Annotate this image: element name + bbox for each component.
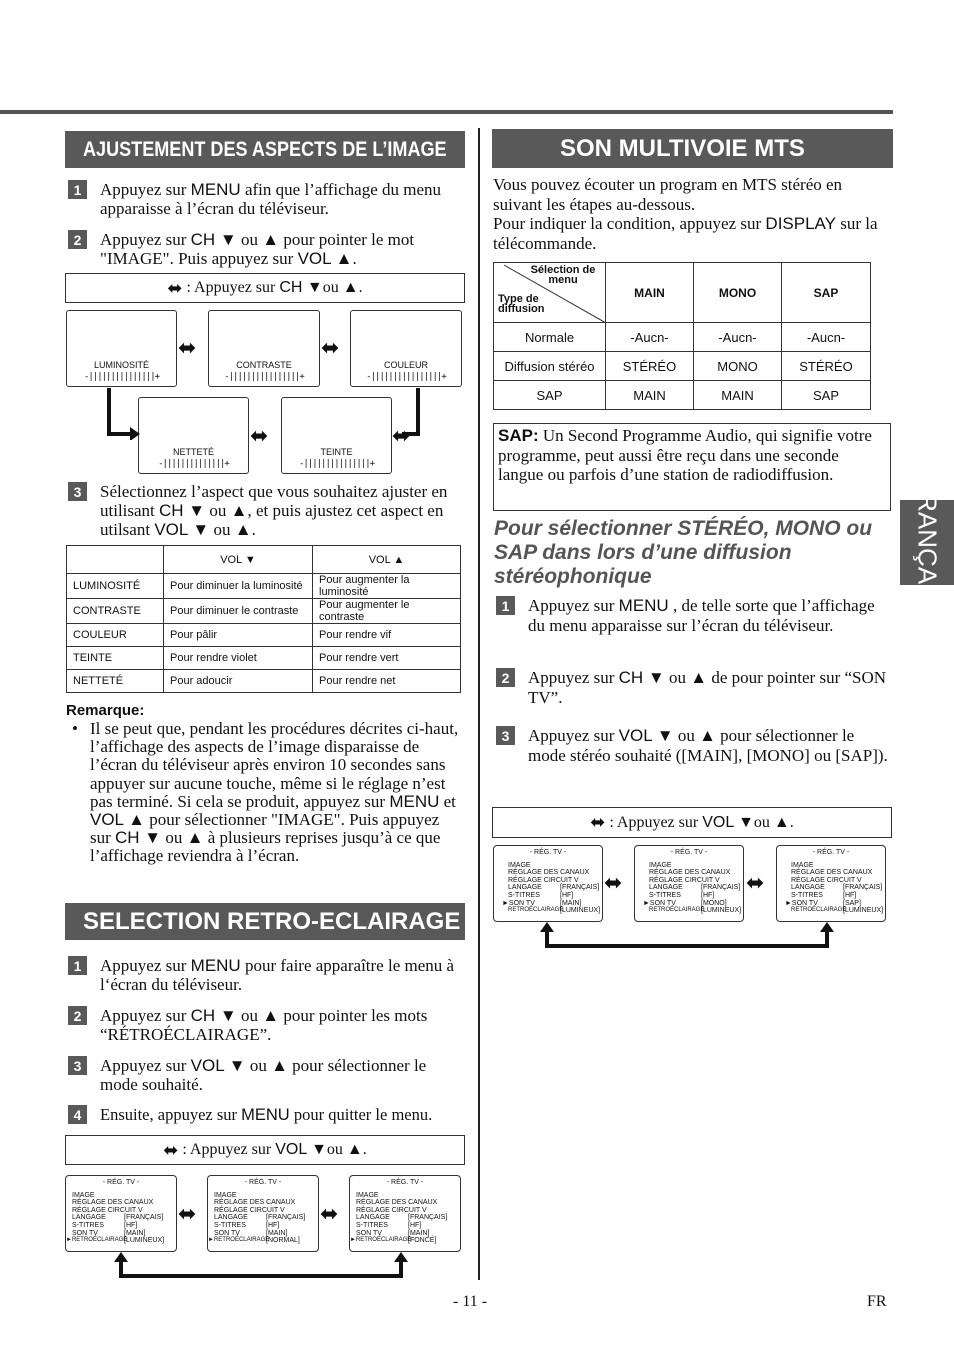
top-rule bbox=[0, 110, 893, 114]
double-arrow-icon: ⬌ bbox=[746, 871, 765, 896]
step-text: Appuyez sur MENU afin que l’affichage du menu apparaisse à l’écran du téléviseur. bbox=[100, 180, 442, 218]
step-number: 3 bbox=[496, 726, 515, 745]
double-arrow-icon: ⬌ bbox=[321, 336, 340, 361]
section-title-text: AJUSTEMENT DES ASPECTS DE L’IMAGE bbox=[83, 137, 447, 161]
nav-hint-box: ⬌ : Appuyez sur VOL ▼ ou ▲. bbox=[492, 807, 892, 838]
table-row: TEINTE Pour rendre violet Pour rendre vert bbox=[67, 647, 461, 670]
step-2 bbox=[496, 668, 891, 708]
section-title-text: SELECTION RETRO-ECLAIRAGE bbox=[83, 907, 461, 935]
menu-screen-normal: - RÉG. TV - IMAGE RÉGLAGE DES CANAUX RÉGLAGE CIRCUIT V LANGAGE [FRANÇAIS] S-TITRES [HF] SON TV [MAIN] ►RETROÉCLAIRAGE [NORMAL] bbox=[207, 1175, 319, 1252]
step-1 bbox=[68, 956, 463, 994]
screen-nettete: NETTETÉ -||||||||||||||+ bbox=[138, 397, 249, 474]
step-4 bbox=[68, 1105, 468, 1125]
nav-hint-box: ⬌ : Appuyez sur CH ▼ ou ▲. bbox=[65, 273, 465, 303]
column-divider bbox=[478, 128, 480, 1280]
return-arrow-icon bbox=[104, 388, 144, 440]
double-arrow-icon: ⬌ bbox=[178, 336, 197, 361]
menu-screen-lumineux: - RÉG. TV - IMAGE RÉGLAGE DES CANAUX RÉGLAGE CIRCUIT V LANGAGE [FRANÇAIS] S-TITRES [HF] SON TV [MAIN] ►RETROÉCLAIRAGE [LUMINEUX] bbox=[65, 1175, 177, 1252]
menu-screen-main: - RÉG. TV - IMAGE RÉGLAGE DES CANAUX RÉGLAGE CIRCUIT V LANGAGE [FRANÇAIS] S-TITRES [HF] ►SON TV [MAIN] RETROÉCLAIRAGE [LUMINEUX] bbox=[493, 845, 603, 922]
loop-arrow-icon bbox=[538, 922, 836, 952]
step-3 bbox=[496, 726, 891, 766]
table-header-row: Sélection de menu Type de diffusion MAIN MONO SAP bbox=[494, 263, 871, 323]
table-corner-cell: Sélection de menu Type de diffusion bbox=[494, 263, 606, 323]
double-arrow-icon: ⬌ bbox=[178, 1202, 197, 1227]
menu-screen-fonce: - RÉG. TV - IMAGE RÉGLAGE DES CANAUX RÉGLAGE CIRCUIT V LANGAGE [FRANÇAIS] S-TITRES [HF] SON TV [MAIN] ►RETROÉCLAIRAGE [FONCÉ] bbox=[349, 1175, 461, 1252]
language-tab: FRANÇAIS bbox=[900, 500, 954, 585]
step-text: Ensuite, appuyez sur MENU pour quitter le menu. bbox=[100, 1105, 433, 1124]
menu-screen-mono: - RÉG. TV - IMAGE RÉGLAGE DES CANAUX RÉGLAGE CIRCUIT V LANGAGE [FRANÇAIS] S-TITRES [HF] ►SON TV [MONO] RETROÉCLAIRAGE [LUMINEUX] bbox=[634, 845, 744, 922]
section-title-backlight bbox=[65, 903, 465, 940]
section-title-text: SON MULTIVOIE MTS bbox=[560, 134, 805, 162]
step-1 bbox=[496, 596, 891, 636]
table-row: CONTRASTE Pour diminuer le contraste Pour augmenter le contraste bbox=[67, 599, 461, 624]
step-number: 4 bbox=[68, 1105, 87, 1124]
step-text: Appuyez sur CH ▼ ou ▲ de pour pointer sur “SON TV”. bbox=[528, 668, 887, 707]
table-row: LUMINOSITÉ Pour diminuer la luminosité Pour augmenter la luminosité bbox=[67, 574, 461, 599]
left-right-arrow-icon: ⬌ bbox=[163, 1139, 179, 1161]
step-number: 2 bbox=[68, 230, 87, 249]
step-number: 1 bbox=[68, 180, 87, 199]
double-arrow-icon: ⬌ bbox=[604, 871, 623, 896]
left-right-arrow-icon: ⬌ bbox=[167, 277, 183, 299]
image-adjust-table bbox=[66, 545, 461, 693]
table-row: SAP MAIN MAIN SAP bbox=[494, 381, 871, 410]
table-row: NETTETÉ Pour adoucir Pour rendre net bbox=[67, 670, 461, 693]
step-text: Appuyez sur VOL ▼ ou ▲ pour sélectionner le mode stéréo souhaité ([MAIN], [MONO] ou [SAP]). bbox=[528, 726, 888, 765]
step-text: Appuyez sur CH ▼ ou ▲ pour pointer les mots “RÉTROÉCLAIRAGE”. bbox=[100, 1006, 428, 1044]
step-number: 1 bbox=[496, 596, 515, 615]
remark-title: Remarque: bbox=[66, 702, 145, 719]
mts-table bbox=[493, 262, 871, 410]
step-1 bbox=[68, 180, 463, 218]
left-right-arrow-icon: ⬌ bbox=[590, 812, 606, 833]
step-number: 1 bbox=[68, 956, 87, 975]
screen-contraste: CONTRASTE -||||||||||||||||+ bbox=[208, 310, 320, 387]
loop-arrow-icon bbox=[112, 1252, 410, 1282]
step-number: 2 bbox=[496, 668, 515, 687]
step-2 bbox=[68, 230, 463, 268]
step-text: Appuyez sur CH ▼ ou ▲ pour pointer le mot "IMAGE". Puis appuyez sur VOL ▲. bbox=[100, 230, 415, 268]
remark-text: • Il se peut que, pendant les procédures décrites ci-haut, l’affichage des aspects de l’image disparaisse de l’écran du téléviseur après environ 10 secondes sans appuyer sur aucune touche, même si le réglage n’est pas terminé. Si cela se produit, appuyez sur MENU et VOL ▲ pour sélectionner "IMAGE". Puis appuyez sur CH ▼ ou ▲ à plusieurs reprises jusqu’à ce que l’affichage reviendra à l’écran. bbox=[72, 719, 459, 866]
mts-intro: Vous pouvez écouter un program en MTS stéréo en suivant les étapes au-dessous. Pour indiquer la condition, appuyez sur DISPLAY sur la télécommande. bbox=[493, 175, 878, 253]
subheading: Pour sélectionner STÉRÉO, MONO ou SAP dans lors d’une diffusion stéréophonique bbox=[494, 517, 873, 588]
step-text: Appuyez sur MENU pour faire apparaître le menu à l‘écran du téléviseur. bbox=[100, 956, 455, 994]
step-text: Sélectionnez l’aspect que vous souhaitez ajuster en utilisant CH ▼ ou ▲, et puis ajustez cet aspect en utilsant VOL ▼ ou ▲. bbox=[100, 482, 448, 539]
step-number: 3 bbox=[68, 482, 87, 501]
step-3 bbox=[68, 482, 463, 539]
return-arrow-icon bbox=[396, 388, 424, 440]
table-row: COULEUR Pour pâlir Pour rendre vif bbox=[67, 624, 461, 647]
step-number: 3 bbox=[68, 1056, 87, 1075]
section-title-image-adjust bbox=[65, 131, 465, 168]
double-arrow-icon: ⬌ bbox=[320, 1202, 339, 1227]
table-row: Diffusion stéréo STÉRÉO MONO STÉRÉO bbox=[494, 352, 871, 381]
nav-hint-box: ⬌ : Appuyez sur VOL ▼ ou ▲. bbox=[65, 1135, 465, 1165]
double-arrow-icon: ⬌ bbox=[250, 424, 269, 449]
table-row: Normale -Aucn- -Aucn- -Aucn- bbox=[494, 323, 871, 352]
step-number: 2 bbox=[68, 1006, 87, 1025]
screen-teinte: TEINTE -|||||||||||||||+ bbox=[281, 397, 392, 474]
step-2 bbox=[68, 1006, 463, 1044]
table-header-row: VOL ▼ VOL ▲ bbox=[67, 546, 461, 574]
screen-luminosite: LUMINOSITÉ -|||||||||||||||+ bbox=[66, 310, 177, 387]
language-code: FR bbox=[867, 1293, 887, 1310]
step-text: Appuyez sur MENU , de telle sorte que l’affichage du menu apparaisse sur l’écran du téléviseur. bbox=[528, 596, 875, 635]
sap-note-box: SAP: Un Second Programme Audio, qui signifie votre programme, peut aussi être reçu dans une seconde langue ou parfois d’une station de radiodiffusion. bbox=[493, 423, 891, 511]
menu-screen-sap: - RÉG. TV - IMAGE RÉGLAGE DES CANAUX RÉGLAGE CIRCUIT V LANGAGE [FRANÇAIS] S-TITRES [HF] ►SON TV [SAP] RETROÉCLAIRAGE [LUMINEUX] bbox=[776, 845, 886, 922]
screen-couleur: COULEUR -||||||||||||||||+ bbox=[350, 310, 462, 387]
section-title-mts bbox=[492, 129, 893, 168]
double-arrow-icon: ⬌ bbox=[392, 424, 411, 449]
step-text: Appuyez sur VOL ▼ ou ▲ pour sélectionner le mode souhaité. bbox=[100, 1056, 427, 1094]
page-number: - 11 - bbox=[453, 1293, 488, 1310]
step-3 bbox=[68, 1056, 463, 1094]
